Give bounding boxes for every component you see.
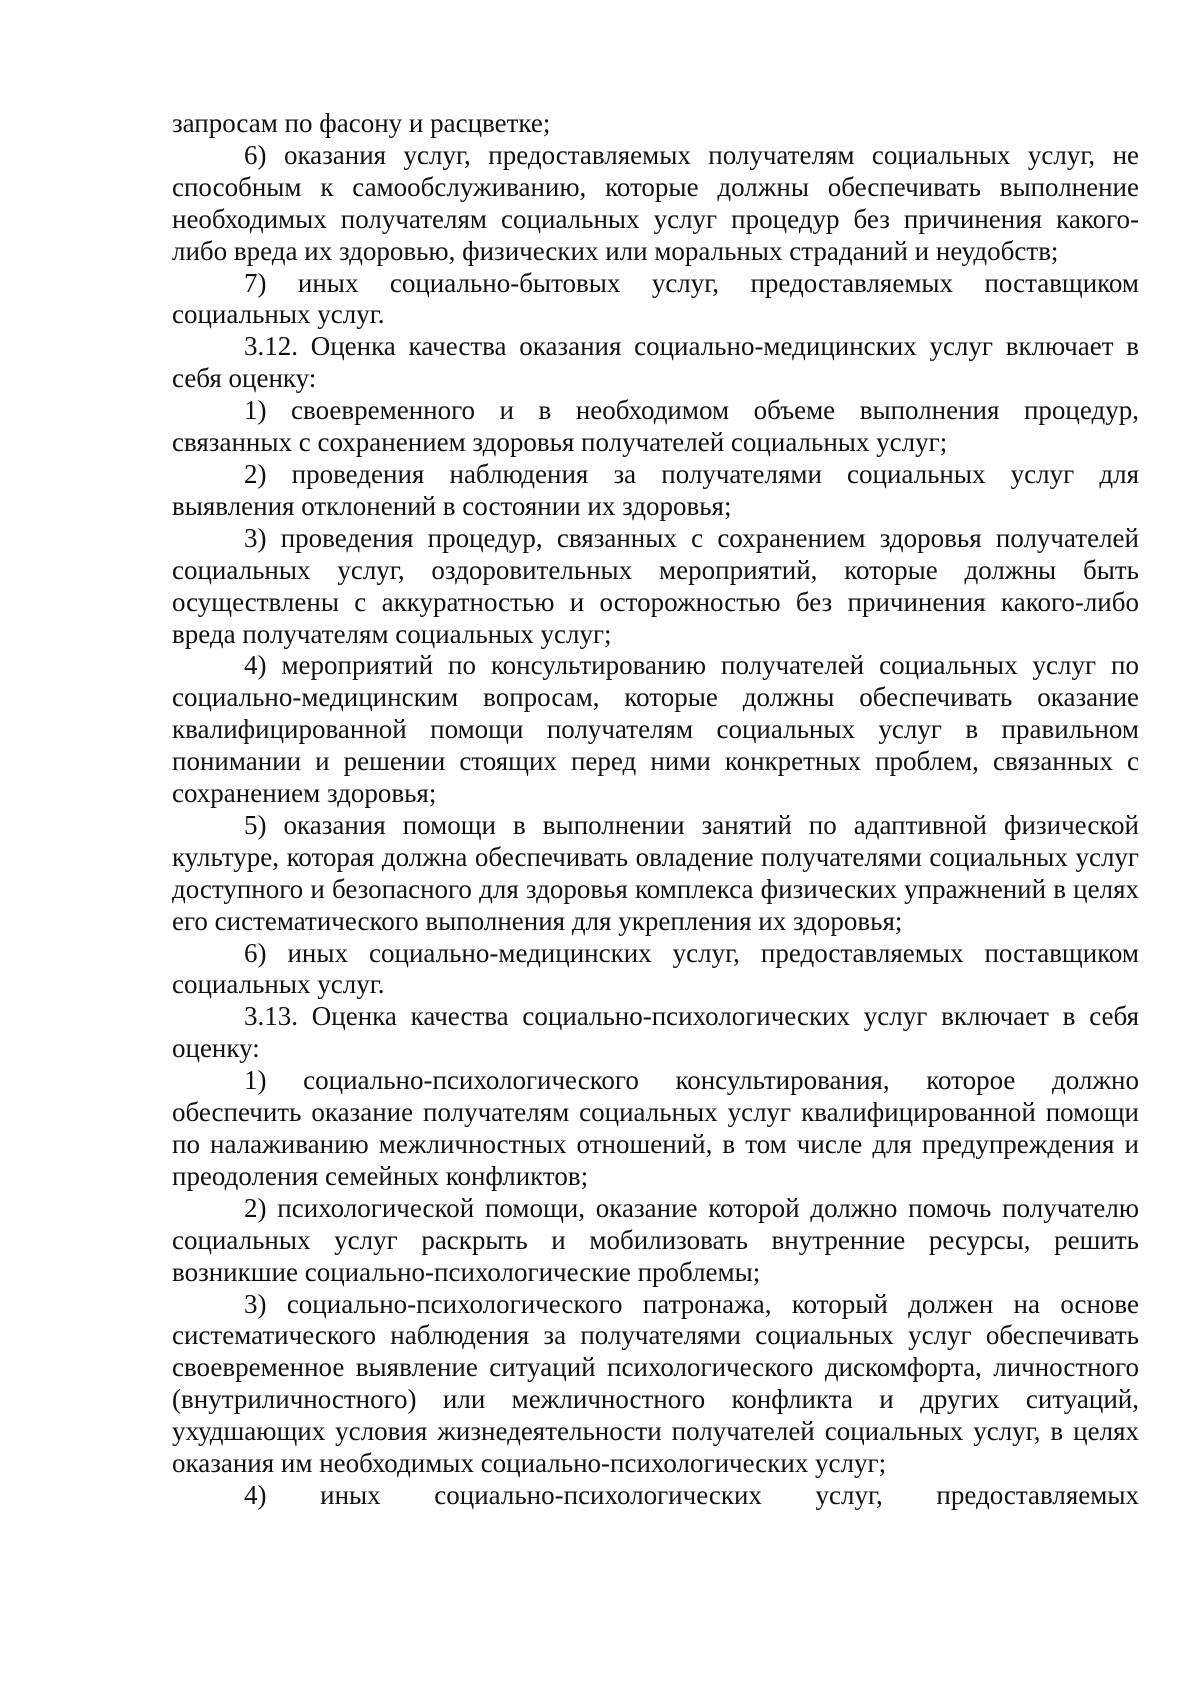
list-item-6-household: 6) оказания услуг, предоставляемых получателям социальных услуг, не способным к самообслуживанию, которые должны обеспечивать выполнение необходимых получателям социальных услуг процедур без причинения какого-либо вреда их здоровью, физических или моральных страданий и неудобств; [172,139,1139,266]
list-item-1-medical: 1) своевременного и в необходимом объеме выполнения процедур, связанных с сохранением здоровья получателей социальных услуг; [172,395,1139,458]
document-page [172,108,1139,1512]
list-item-5-medical: 5) оказания помощи в выполнении занятий по адаптивной физической культуре, которая должна обеспечивать овладение получателями социальных услуг доступного и безопасного для здоровья комплекса физических упражнений в целях его систематического выполнения для укрепления их здоровья; [172,809,1139,936]
list-item-1-psych: 1) социально-психологического консультирования, которое должно обеспечить оказание получателям социальных услуг квалифицированной помощи по налаживанию межличностных отношений, в том числе для предупреждения и преодоления семейных конфликтов; [172,1065,1139,1191]
paragraph-continuation: запросам по фасону и расцветке; [172,108,551,138]
list-item-2-medical: 2) проведения наблюдения за получателями социальных услуг для выявления отклонений в состоянии их здоровья; [172,458,1139,521]
section-3-12: 3.12. Оценка качества оказания социально-медицинских услуг включает в себя оценку: [172,331,1139,394]
section-3-13: 3.13. Оценка качества социально-психологических услуг включает в себя оценку: [172,1001,1139,1064]
list-item-2-psych: 2) психологической помощи, оказание которой должно помочь получателю социальных услуг раскрыть и мобилизовать внутренние ресурсы, решить возникшие социально-психологические проблемы; [172,1192,1139,1287]
list-item-6-medical: 6) иных социально-медицинских услуг, предоставляемых поставщиком социальных услуг. [172,937,1139,1000]
list-item-4-psych: 4) иных социально-психологических услуг, предоставляемых [244,1479,1139,1510]
list-item-4-medical: 4) мероприятий по консультированию получателей социальных услуг по социально-медицинским вопросам, которые должны обеспечивать оказание квалифицированной помощи получателям социальных услуг в правильном понимании и решении стоящих перед ними конкретных проблем, связанных с сохранением здоровья; [172,650,1139,809]
list-item-3-medical: 3) проведения процедур, связанных с сохранением здоровья получателей социальных услуг, оздоровительных мероприятий, которые должны быть осуществлены с аккуратностью и осторожностью без причинения какого-либо вреда получателям социальных услуг; [172,522,1139,649]
list-item-7-household: 7) иных социально-бытовых услуг, предоставляемых поставщиком социальных услуг. [172,267,1139,330]
list-item-3-psych: 3) социально-психологического патронажа, который должен на основе систематического наблюдения за получателями социальных услуг обеспечивать своевременное выявление ситуаций психологического дискомфорта, личностного (внутриличностного) или межличностного конфликта и других ситуаций, ухудшающих условия жизнедеятельности получателей социальных услуг, в целях оказания им необходимых социально-психологических услуг; [172,1288,1139,1479]
